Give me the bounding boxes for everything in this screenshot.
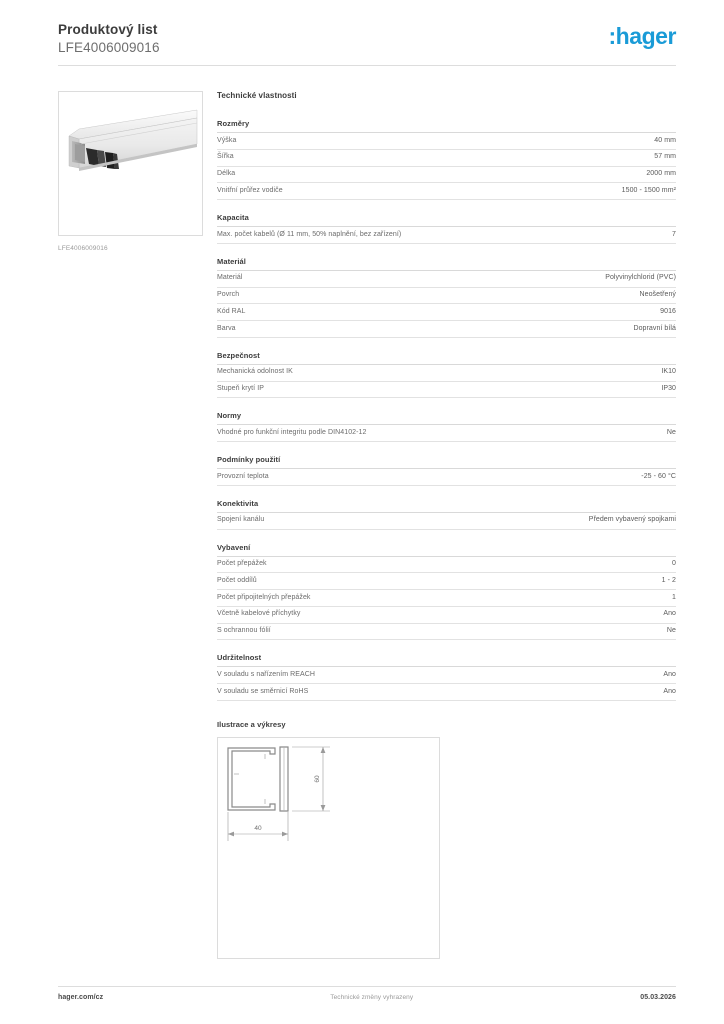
spec-group bbox=[217, 351, 676, 399]
spec-label: Barva bbox=[217, 324, 236, 332]
table-row bbox=[217, 382, 676, 399]
spec-value: Ano bbox=[663, 687, 676, 695]
specification-groups bbox=[217, 119, 676, 701]
footer-date: 05.03.2026 bbox=[640, 994, 676, 1001]
spec-rows bbox=[217, 468, 676, 486]
table-row bbox=[217, 288, 676, 305]
table-row bbox=[217, 607, 676, 624]
product-reference: LFE4006009016 bbox=[58, 39, 160, 55]
page-title: Produktový list bbox=[58, 22, 158, 37]
spec-rows bbox=[217, 666, 676, 701]
spec-value: 1 bbox=[672, 593, 676, 601]
spec-value: Dopravní bílá bbox=[633, 324, 676, 332]
spec-rows bbox=[217, 270, 676, 338]
spec-group bbox=[217, 411, 676, 442]
spec-label: Počet oddílů bbox=[217, 576, 257, 584]
spec-group bbox=[217, 499, 676, 530]
spec-label: Délka bbox=[217, 170, 236, 177]
illustrations-block bbox=[217, 720, 676, 959]
table-row bbox=[217, 271, 676, 288]
product-photo bbox=[59, 92, 202, 235]
spec-value: 2000 mm bbox=[646, 170, 676, 177]
page-header bbox=[0, 0, 724, 66]
spec-label: Mechanická odolnost IK bbox=[217, 368, 293, 376]
spec-label: Počet přepážek bbox=[217, 560, 267, 567]
table-row bbox=[217, 557, 676, 574]
drawing-height-dimension: 60 bbox=[314, 775, 321, 783]
spec-label: Materiál bbox=[217, 274, 243, 282]
header-divider bbox=[58, 65, 676, 66]
spec-value: 57 mm bbox=[654, 153, 676, 161]
spec-value: Předem vybavený spojkami bbox=[588, 516, 676, 524]
spec-rows bbox=[217, 364, 676, 399]
spec-label: Max. počet kabelů (Ø 11 mm, 50% naplnění, bez zařízení) bbox=[217, 230, 402, 238]
spec-value: 7 bbox=[672, 230, 676, 238]
table-row bbox=[217, 227, 676, 244]
footer-disclaimer: Technické změny vyhrazeny bbox=[330, 994, 414, 1001]
drawing-width-dimension: 40 bbox=[254, 824, 262, 832]
spec-label: Stupeň krytí IP bbox=[217, 385, 264, 392]
spec-label: Výška bbox=[217, 136, 237, 144]
table-row bbox=[217, 667, 676, 684]
spec-label: S ochrannou fólií bbox=[217, 627, 271, 634]
illustrations-frame bbox=[217, 737, 440, 959]
spec-group bbox=[217, 213, 676, 244]
footer-divider bbox=[58, 986, 676, 987]
spec-value: Ano bbox=[663, 610, 676, 618]
table-row bbox=[217, 150, 676, 167]
spec-rows bbox=[217, 424, 676, 442]
spec-group-title: Bezpečnost bbox=[217, 350, 260, 360]
spec-value: 1 - 2 bbox=[661, 576, 676, 584]
table-row bbox=[217, 365, 676, 382]
spec-value: Ano bbox=[663, 670, 676, 678]
spec-group bbox=[217, 455, 676, 486]
spec-group-title: Vybavení bbox=[217, 542, 251, 552]
technical-drawing bbox=[218, 738, 439, 958]
spec-label: Vhodné pro funkční integritu podle DIN4102-12 bbox=[217, 428, 367, 436]
spec-value: 1500 - 1500 mm² bbox=[621, 186, 676, 194]
title-block bbox=[58, 22, 160, 57]
spec-label: Vnitřní průřez vodiče bbox=[217, 186, 283, 194]
table-row bbox=[217, 469, 676, 486]
table-row bbox=[217, 304, 676, 321]
specifications-title: Technické vlastnosti bbox=[217, 91, 297, 100]
spec-group bbox=[217, 653, 676, 701]
hager-logo: :hager bbox=[608, 23, 676, 49]
product-image-frame bbox=[58, 91, 203, 236]
spec-label: Šířka bbox=[217, 153, 234, 161]
spec-value: 9016 bbox=[660, 307, 676, 315]
spec-group-title: Materiál bbox=[217, 256, 246, 266]
table-row bbox=[217, 624, 676, 641]
spec-label: Spojení kanálu bbox=[217, 516, 265, 524]
table-row bbox=[217, 684, 676, 701]
spec-label: Počet připojitelných přepážek bbox=[217, 593, 311, 601]
table-row bbox=[217, 513, 676, 530]
table-row bbox=[217, 321, 676, 338]
spec-group-title: Normy bbox=[217, 411, 242, 421]
table-row bbox=[217, 133, 676, 150]
table-row bbox=[217, 573, 676, 590]
spec-group bbox=[217, 119, 676, 200]
spec-group-title: Konektivita bbox=[217, 498, 259, 508]
product-image-caption: LFE4006009016 bbox=[58, 245, 108, 252]
specifications-column bbox=[217, 91, 676, 959]
spec-group bbox=[217, 543, 676, 641]
spec-label: Provozní teplota bbox=[217, 472, 269, 480]
spec-label: V souladu se směrnicí RoHS bbox=[217, 687, 309, 695]
spec-label: Včetně kabelové příchytky bbox=[217, 610, 301, 618]
spec-value: -25 - 60 °C bbox=[641, 472, 676, 480]
spec-value: Ne bbox=[666, 627, 676, 634]
spec-value: Neošetřený bbox=[639, 291, 676, 298]
spec-value: IP30 bbox=[661, 385, 676, 392]
spec-label: V souladu s nařízením REACH bbox=[217, 670, 315, 678]
spec-value: IK10 bbox=[661, 368, 676, 376]
spec-value: 0 bbox=[672, 560, 676, 567]
spec-label: Povrch bbox=[217, 291, 240, 298]
spec-label: Kód RAL bbox=[217, 307, 246, 315]
spec-rows bbox=[217, 132, 676, 200]
table-row bbox=[217, 167, 676, 184]
spec-group-title: Podmínky použití bbox=[217, 455, 281, 464]
spec-group-title: Kapacita bbox=[217, 213, 249, 222]
spec-group bbox=[217, 257, 676, 338]
spec-group-title: Udržitelnost bbox=[217, 653, 262, 663]
table-row bbox=[217, 425, 676, 442]
spec-rows bbox=[217, 512, 676, 530]
table-row bbox=[217, 590, 676, 607]
page-footer bbox=[58, 994, 676, 1001]
spec-group-title: Rozměry bbox=[217, 119, 250, 128]
footer-website[interactable]: hager.com/cz bbox=[58, 994, 104, 1001]
spec-value: 40 mm bbox=[654, 136, 676, 144]
spec-value: Ne bbox=[666, 428, 676, 436]
product-image-column bbox=[58, 91, 203, 252]
spec-rows bbox=[217, 556, 676, 641]
table-row bbox=[217, 183, 676, 200]
spec-rows bbox=[217, 226, 676, 244]
illustrations-title: Ilustrace a výkresy bbox=[217, 719, 286, 729]
spec-value: Polyvinylchlorid (PVC) bbox=[605, 274, 676, 282]
